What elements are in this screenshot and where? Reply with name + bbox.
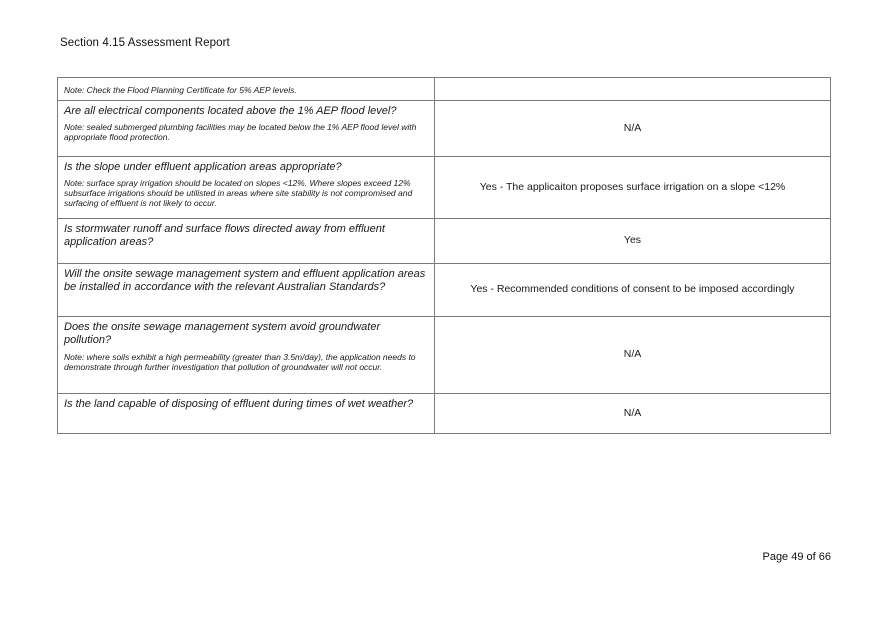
table-row [58,393,830,433]
answer-cell [434,317,830,393]
question-cell [58,101,434,156]
question-text: Is the land capable of disposing of effluent during times of wet weather? [64,398,414,410]
question-cell [58,157,434,218]
answer-text: Yes - Recommended conditions of consent to be imposed accordingly [470,283,795,296]
answer-cell [434,219,830,263]
answer-cell [434,394,830,433]
page-number: Page 49 of 66 [762,551,831,563]
question-cell [58,264,434,316]
answer-cell [434,78,830,100]
answer-cell [434,157,830,218]
table-row [58,263,830,316]
question-text: Are all electrical components located above the 1% AEP flood level? [64,105,397,117]
report-title: Section 4.15 Assessment Report [60,37,230,49]
note-text: Note: where soils exhibit a high permeability (greater than 3.5m/day), the application needs to demonstrate through further investigation that pollution of groundwater will not occur. [64,351,416,372]
table-row [58,100,830,156]
assessment-table [57,77,831,434]
table-row [58,78,830,100]
question-cell [58,78,434,100]
table-row [58,316,830,393]
question-text: Will the onsite sewage management system and effluent application areas be installed in accordance with the relevant Australian Standards? [64,268,426,294]
note-text: Note: surface spray irrigation should be located on slopes <12%. Where slopes exceed 12% subsurface irrigations should be utilisted in areas where site stability is not compromised and surfacing of effluent is not likely to occur. [64,178,413,209]
answer-text: Yes [623,234,642,247]
question-text: Is stormwater runoff and surface flows directed away from effluent application areas? [64,223,385,249]
answer-cell [434,101,830,156]
question-text: Is the slope under effluent application areas appropriate? [64,161,342,173]
question-cell [58,219,434,263]
answer-text: N/A [623,406,642,419]
question-cell [58,317,434,393]
question-text: Does the onsite sewage management system avoid groundwater pollution? [64,321,381,347]
note-text: Note: sealed submerged plumbing facilities may be located below the 1% AEP flood level with appropriate flood protection. [64,122,417,143]
question-cell [58,394,434,433]
answer-text: N/A [623,348,642,361]
table-row [58,218,830,263]
answer-text: Yes - The applicaiton proposes surface irrigation on a slope <12% [479,180,786,193]
answer-cell [434,264,830,316]
answer-text: N/A [623,121,642,134]
note-text: Note: Check the Flood Planning Certificate for 5% AEP levels. [64,85,297,95]
table-row [58,156,830,218]
